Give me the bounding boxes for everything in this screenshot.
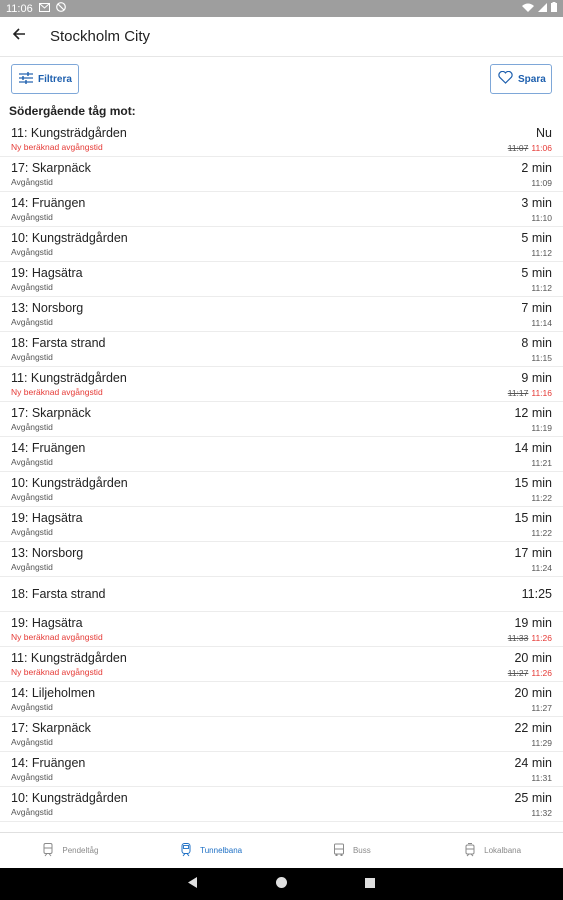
departure-row[interactable] bbox=[0, 787, 563, 822]
departure-time-label: Avgångstid bbox=[11, 807, 53, 817]
departure-eta: 17 min bbox=[514, 546, 552, 560]
departure-clock-time: 11:22 bbox=[531, 493, 552, 503]
system-navigation-bar bbox=[0, 868, 563, 900]
departure-row[interactable] bbox=[0, 122, 563, 157]
departure-row[interactable] bbox=[0, 717, 563, 752]
nav-tab[interactable] bbox=[0, 833, 141, 868]
departure-time-label: Avgångstid bbox=[11, 457, 53, 467]
system-home-button[interactable] bbox=[276, 875, 287, 893]
departure-time-label: Avgångstid bbox=[11, 317, 53, 327]
departure-time-label: Avgångstid bbox=[11, 282, 53, 292]
departure-row[interactable] bbox=[0, 192, 563, 227]
departure-destination: 10: Kungsträdgården bbox=[11, 476, 128, 490]
departure-destination: 19: Hagsätra bbox=[11, 266, 83, 280]
departure-row[interactable] bbox=[0, 752, 563, 787]
nav-tab-label: Tunnelbana bbox=[200, 846, 243, 855]
departure-row[interactable] bbox=[0, 367, 563, 402]
departure-destination: 14: Fruängen bbox=[11, 756, 86, 770]
battery-icon bbox=[551, 2, 557, 15]
departure-time-label: Avgångstid bbox=[11, 212, 53, 222]
departure-clock-time bbox=[508, 388, 552, 398]
departure-clock-time: 11:27 bbox=[531, 703, 552, 713]
back-button[interactable] bbox=[0, 17, 38, 57]
save-label: Spara bbox=[518, 73, 546, 85]
departure-destination: 14: Fruängen bbox=[11, 196, 86, 210]
departure-clock-time: 11:22 bbox=[531, 528, 552, 538]
departure-clock-time: 11:31 bbox=[531, 773, 552, 783]
filter-sliders-icon bbox=[19, 72, 33, 87]
nav-tab-label: Lokalbana bbox=[484, 846, 522, 855]
original-time: 11:27 bbox=[507, 668, 529, 678]
departure-destination: 11: Kungsträdgården bbox=[11, 651, 127, 665]
departure-time-label: Avgångstid bbox=[11, 527, 53, 537]
status-time: 11:06 bbox=[6, 2, 33, 15]
departure-destination: 10: Kungsträdgården bbox=[11, 791, 128, 805]
metro-icon bbox=[180, 843, 192, 859]
departure-row[interactable] bbox=[0, 402, 563, 437]
system-recents-button[interactable] bbox=[365, 875, 375, 893]
departure-eta: 8 min bbox=[521, 336, 552, 350]
departure-clock-time bbox=[508, 143, 552, 153]
departure-row[interactable] bbox=[0, 227, 563, 262]
departure-clock-time: 11:21 bbox=[531, 458, 552, 468]
departure-eta: 2 min bbox=[521, 161, 552, 175]
departure-destination: 18: Farsta strand bbox=[11, 336, 106, 350]
departure-time-label: Ny beräknad avgångstid bbox=[11, 142, 103, 152]
departure-clock-time: 11:24 bbox=[531, 563, 552, 573]
departure-row[interactable] bbox=[0, 437, 563, 472]
departure-row[interactable] bbox=[0, 157, 563, 192]
departure-eta: 14 min bbox=[514, 441, 552, 455]
departure-eta: 15 min bbox=[514, 476, 552, 490]
departure-clock-time: 11:15 bbox=[531, 353, 552, 363]
departure-time-label: Avgångstid bbox=[11, 492, 53, 502]
departure-eta: 20 min bbox=[514, 651, 552, 665]
departure-row[interactable] bbox=[0, 577, 563, 612]
departure-eta: 11:25 bbox=[521, 587, 552, 601]
do-not-disturb-icon bbox=[56, 2, 66, 15]
departure-clock-time: 11:12 bbox=[531, 283, 552, 293]
action-row bbox=[0, 57, 563, 100]
departure-eta: 9 min bbox=[521, 371, 552, 385]
bus-icon bbox=[333, 843, 345, 859]
save-button[interactable] bbox=[490, 64, 552, 94]
departure-clock-time: 11:19 bbox=[531, 423, 552, 433]
departure-time-label: Ny beräknad avgångstid bbox=[11, 667, 103, 677]
departure-clock-time: 11:10 bbox=[531, 213, 552, 223]
original-time: 11:07 bbox=[507, 143, 529, 153]
departure-row[interactable] bbox=[0, 262, 563, 297]
departure-eta: 22 min bbox=[514, 721, 552, 735]
departure-eta: 12 min bbox=[514, 406, 552, 420]
departure-clock-time: 11:32 bbox=[531, 808, 552, 818]
departure-destination: 19: Hagsätra bbox=[11, 616, 83, 630]
square-recents-icon bbox=[365, 875, 375, 893]
departure-row[interactable] bbox=[0, 332, 563, 367]
departure-time-label: Avgångstid bbox=[11, 737, 53, 747]
system-back-button[interactable] bbox=[188, 875, 198, 893]
departure-row[interactable] bbox=[0, 682, 563, 717]
direction-heading: Södergående tåg mot: bbox=[9, 104, 136, 118]
departure-destination: 13: Norsborg bbox=[11, 301, 84, 315]
departure-destination: 17: Skarpnäck bbox=[11, 406, 91, 420]
departure-row[interactable] bbox=[0, 542, 563, 577]
departure-row[interactable] bbox=[0, 647, 563, 682]
departure-row[interactable] bbox=[0, 507, 563, 542]
departure-destination: 14: Fruängen bbox=[11, 441, 86, 455]
departure-destination: 11: Kungsträdgården bbox=[11, 126, 127, 140]
new-estimated-time: 11:06 bbox=[531, 143, 552, 153]
new-estimated-time: 11:16 bbox=[531, 388, 552, 398]
departure-eta: 24 min bbox=[514, 756, 552, 770]
nav-tab-label: Buss bbox=[352, 846, 371, 855]
arrow-back-icon bbox=[12, 27, 26, 46]
departure-clock-time bbox=[508, 633, 552, 643]
status-bar bbox=[0, 0, 563, 17]
departure-eta: 7 min bbox=[521, 301, 552, 315]
departure-time-label: Avgångstid bbox=[11, 247, 53, 257]
departure-destination: 18: Farsta strand bbox=[11, 587, 106, 601]
departure-list bbox=[0, 122, 563, 857]
new-estimated-time: 11:26 bbox=[531, 633, 552, 643]
departure-destination: 13: Norsborg bbox=[11, 546, 84, 560]
departure-time-label: Avgångstid bbox=[11, 562, 53, 572]
commuter-train-icon bbox=[42, 843, 54, 859]
filter-button[interactable] bbox=[11, 64, 79, 94]
departure-clock-time: 11:12 bbox=[531, 248, 552, 258]
wifi-icon bbox=[522, 3, 534, 15]
app-bar bbox=[0, 17, 563, 57]
departure-eta: 3 min bbox=[521, 196, 552, 210]
nav-tab[interactable] bbox=[141, 833, 282, 868]
departure-time-label: Ny beräknad avgångstid bbox=[11, 632, 103, 642]
departure-clock-time: 11:09 bbox=[531, 178, 552, 188]
departure-time-label: Avgångstid bbox=[11, 177, 53, 187]
departure-time-label: Ny beräknad avgångstid bbox=[11, 387, 103, 397]
departure-eta: 19 min bbox=[514, 616, 552, 630]
departure-eta: 15 min bbox=[514, 511, 552, 525]
departure-row[interactable] bbox=[0, 297, 563, 332]
nav-tab-label: Pendeltåg bbox=[62, 846, 99, 855]
nav-tab[interactable] bbox=[422, 833, 563, 868]
page-title: Stockholm City bbox=[50, 28, 151, 45]
departure-destination: 14: Liljeholmen bbox=[11, 686, 96, 700]
tram-icon bbox=[464, 843, 476, 859]
departure-time-label: Avgångstid bbox=[11, 702, 53, 712]
filter-label: Filtrera bbox=[38, 73, 72, 85]
circle-home-icon bbox=[276, 875, 287, 893]
departure-eta: 5 min bbox=[521, 266, 552, 280]
departure-eta: 25 min bbox=[514, 791, 552, 805]
new-estimated-time: 11:26 bbox=[531, 668, 552, 678]
departure-row[interactable] bbox=[0, 472, 563, 507]
bottom-navigation bbox=[0, 832, 563, 868]
departure-destination: 17: Skarpnäck bbox=[11, 161, 91, 175]
departure-time-label: Avgångstid bbox=[11, 422, 53, 432]
departure-time-label: Avgångstid bbox=[11, 772, 53, 782]
signal-icon bbox=[538, 3, 547, 15]
triangle-back-icon bbox=[188, 875, 198, 893]
departure-destination: 11: Kungsträdgården bbox=[11, 371, 127, 385]
departure-eta: Nu bbox=[536, 126, 552, 140]
heart-icon bbox=[498, 71, 513, 87]
departure-clock-time bbox=[508, 668, 552, 678]
original-time: 11:33 bbox=[507, 633, 529, 643]
departure-time-label: Avgångstid bbox=[11, 352, 53, 362]
mail-icon bbox=[39, 3, 50, 15]
original-time: 11:17 bbox=[507, 388, 529, 398]
nav-tab[interactable] bbox=[282, 833, 423, 868]
departure-destination: 19: Hagsätra bbox=[11, 511, 83, 525]
departure-row[interactable] bbox=[0, 612, 563, 647]
departure-eta: 5 min bbox=[521, 231, 552, 245]
departure-clock-time: 11:29 bbox=[531, 738, 552, 748]
departure-eta: 20 min bbox=[514, 686, 552, 700]
departure-clock-time: 11:14 bbox=[531, 318, 552, 328]
departure-destination: 17: Skarpnäck bbox=[11, 721, 91, 735]
departure-destination: 10: Kungsträdgården bbox=[11, 231, 128, 245]
